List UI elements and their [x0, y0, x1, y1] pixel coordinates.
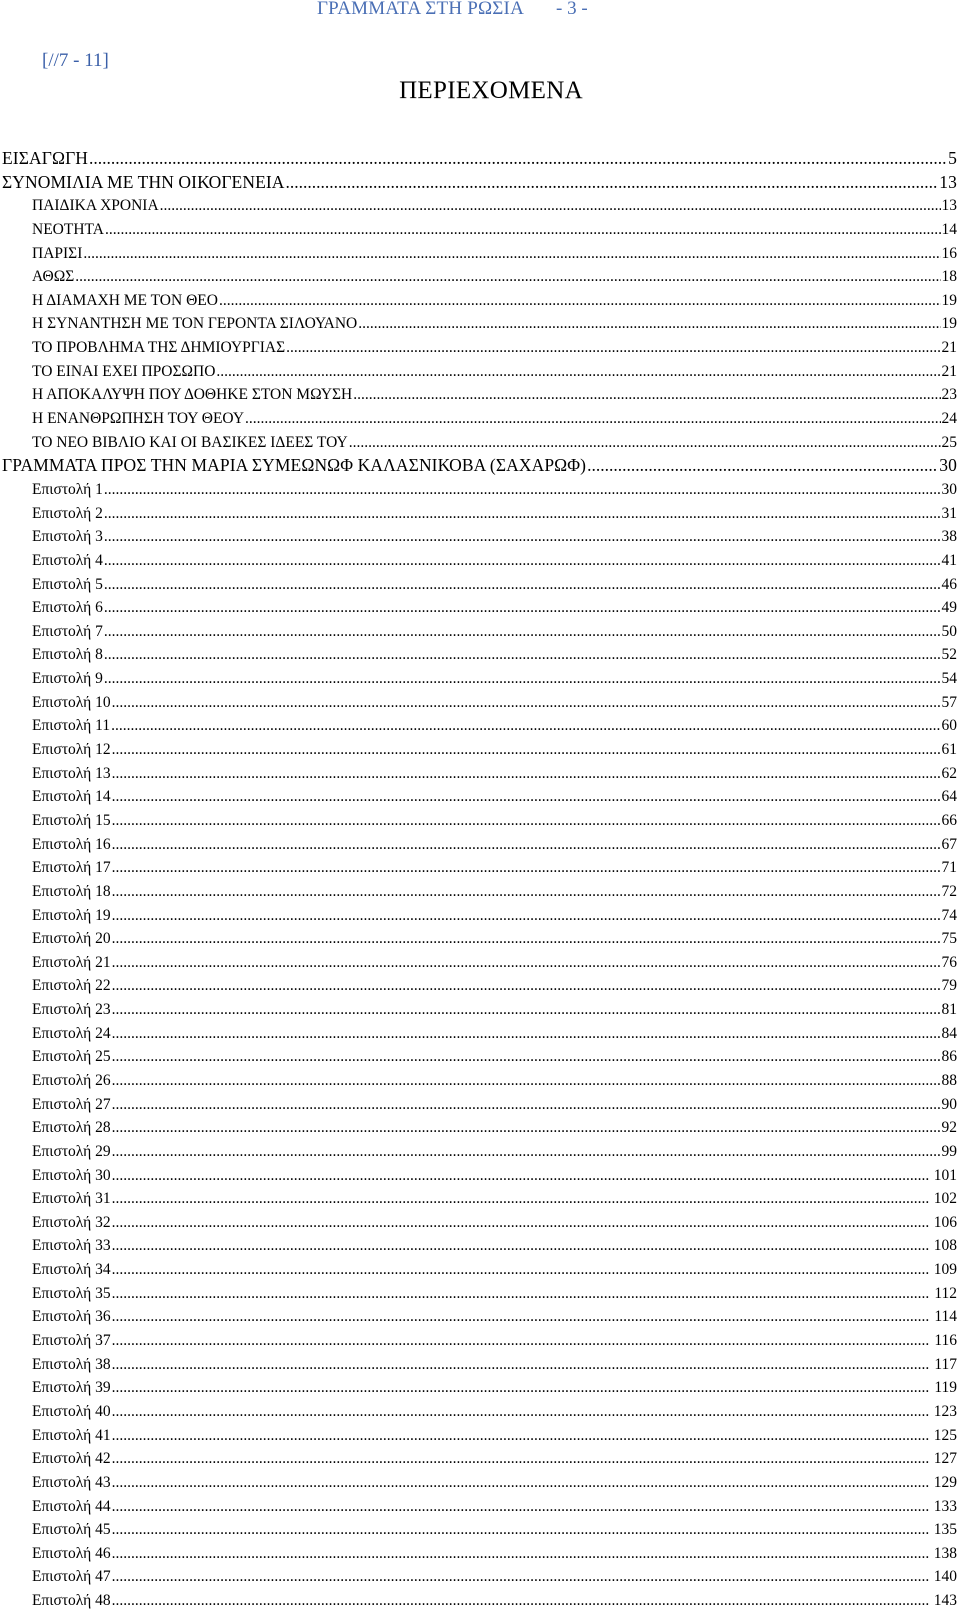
toc-leader-dots: [160, 194, 941, 218]
toc-entry-page-number: 19: [941, 315, 957, 333]
toc-leader-dots: [112, 1045, 941, 1069]
toc-entry[interactable]: [0, 1471, 960, 1495]
toc-entry-page-number: 117: [934, 1355, 957, 1373]
toc-leader-dots: [112, 1140, 941, 1164]
toc-entry[interactable]: [0, 856, 960, 880]
toc-entry-page-number: 84: [941, 1024, 957, 1042]
toc-entry[interactable]: [0, 265, 960, 289]
running-title: ΓΡΑΜΜΑΤΑ ΣΤΗ ΡΩΣΙΑ: [317, 0, 525, 19]
toc-entry[interactable]: [0, 1353, 960, 1377]
toc-entry-label: Επιστολή 45: [32, 1521, 111, 1539]
running-page-number: - 3 -: [556, 0, 588, 19]
toc-entry-page-number: 31: [941, 504, 957, 522]
toc-entry-label: Επιστολή 29: [32, 1142, 111, 1160]
toc-leader-dots: [104, 549, 941, 573]
toc-leader-dots: [112, 1424, 929, 1448]
toc-entry-label: Επιστολή 43: [32, 1473, 111, 1491]
toc-entry[interactable]: [0, 1495, 960, 1519]
toc-leader-dots: [112, 1069, 941, 1093]
toc-entry-page-number: 23: [941, 386, 957, 404]
toc-entry-page-number: 21: [941, 339, 957, 357]
toc-entry[interactable]: [0, 147, 960, 171]
toc-entry-label: Επιστολή 3: [32, 528, 103, 546]
toc-entry[interactable]: [0, 620, 960, 644]
toc-leader-dots: [112, 998, 941, 1022]
toc-entry[interactable]: [0, 360, 960, 384]
toc-entry[interactable]: [0, 691, 960, 715]
toc-entry[interactable]: [0, 1116, 960, 1140]
toc-entry-label: Επιστολή 10: [32, 693, 111, 711]
toc-entry-label: ΠΑΡΙΣΙ: [32, 244, 83, 262]
toc-entry-label: Επιστολή 25: [32, 1048, 111, 1066]
toc-leader-dots: [112, 1329, 930, 1353]
toc-entry-label: Επιστολή 2: [32, 504, 103, 522]
toc-entry-page-number: 138: [933, 1544, 957, 1562]
toc-entry-page-number: 92: [941, 1119, 957, 1137]
toc-entry-page-number: 101: [933, 1166, 957, 1184]
toc-entry[interactable]: [0, 1187, 960, 1211]
toc-leader-dots: [112, 1376, 930, 1400]
toc-leader-dots: [112, 1542, 929, 1566]
toc-leader-dots: [112, 1116, 941, 1140]
toc-leader-dots: [112, 856, 941, 880]
toc-leader-dots: [112, 1447, 929, 1471]
toc-entry-label: Επιστολή 37: [32, 1332, 111, 1350]
page-title: ΠΕΡΙΕΧΟΜΕΝΑ: [399, 77, 583, 104]
toc-leader-dots: [219, 289, 941, 313]
toc-entry-label: Επιστολή 9: [32, 670, 103, 688]
toc-entry-page-number: 72: [941, 882, 957, 900]
toc-entry-label: Η ΔΙΑΜΑΧΗ ΜΕ ΤΟΝ ΘΕΟ: [32, 291, 218, 309]
toc-entry-page-number: 54: [941, 670, 957, 688]
toc-leader-dots: [112, 785, 941, 809]
toc-entry-label: Επιστολή 8: [32, 646, 103, 664]
toc-entry-page-number: 24: [941, 410, 957, 428]
toc-entry-page-number: 106: [933, 1213, 957, 1231]
toc-entry-page-number: 108: [933, 1237, 957, 1255]
toc-leader-dots: [112, 1495, 929, 1519]
toc-entry-label: Επιστολή 19: [32, 906, 111, 924]
toc-entry-page-number: 127: [933, 1450, 957, 1468]
toc-entry-page-number: 13: [939, 171, 957, 192]
toc-entry[interactable]: [0, 431, 960, 455]
toc-entry[interactable]: [0, 927, 960, 951]
toc-entry[interactable]: [0, 1069, 960, 1093]
toc-entry-label: Επιστολή 11: [32, 717, 111, 735]
toc-entry[interactable]: [0, 1565, 960, 1589]
toc-entry-page-number: 123: [933, 1402, 957, 1420]
toc-entry-page-number: 81: [941, 1001, 957, 1019]
toc-entry[interactable]: [0, 242, 960, 266]
toc-entry-page-number: 57: [941, 693, 957, 711]
running-header: [0, 0, 960, 22]
toc-entry-page-number: 5: [948, 148, 957, 168]
toc-leader-dots: [112, 1471, 929, 1495]
toc-leader-dots: [286, 336, 940, 360]
toc-entry-label: Η ΣΥΝΑΝΤΗΣΗ ΜΕ ΤΟΝ ΓΕΡΟΝΤΑ ΣΙΛΟΥΑΝΟ: [32, 315, 358, 333]
toc-entry-label: Επιστολή 15: [32, 811, 111, 829]
toc-entry-page-number: 76: [941, 953, 957, 971]
toc-entry-page-number: 52: [941, 646, 957, 664]
toc-entry-label: ΤΟ ΕΙΝΑΙ ΕΧΕΙ ΠΡΟΣΩΠΟ: [32, 362, 216, 380]
toc-entry[interactable]: [0, 714, 960, 738]
toc-entry-page-number: 125: [933, 1426, 957, 1444]
toc-entry-label: Η ΕΝΑΝΘΡΩΠΗΣΗ ΤΟΥ ΘΕΟΥ: [32, 410, 245, 428]
toc-entry[interactable]: [0, 1329, 960, 1353]
toc-entry[interactable]: [0, 974, 960, 998]
toc-entry-page-number: 119: [934, 1379, 957, 1397]
toc-entry-page-number: 16: [941, 244, 957, 262]
toc-entry-page-number: 102: [933, 1190, 957, 1208]
toc-entry-page-number: 60: [941, 717, 957, 735]
toc-entry-label: ΣΥΝΟΜΙΛΙΑ ΜΕ ΤΗΝ ΟΙΚΟΓΕΝΕΙΑ: [2, 171, 285, 192]
toc-leader-dots: [83, 242, 940, 266]
toc-entry-page-number: 38: [941, 528, 957, 546]
toc-leader-dots: [112, 1022, 941, 1046]
toc-entry[interactable]: [0, 1376, 960, 1400]
toc-entry[interactable]: [0, 289, 960, 313]
toc-entry[interactable]: [0, 1305, 960, 1329]
toc-leader-dots: [104, 643, 941, 667]
toc-entry-label: Επιστολή 16: [32, 835, 111, 853]
toc-entry[interactable]: [0, 502, 960, 526]
toc-entry[interactable]: [0, 478, 960, 502]
toc-entry-label: ΑΘΩΣ: [32, 268, 75, 286]
toc-entry-page-number: 30: [939, 455, 957, 476]
toc-entry[interactable]: [0, 525, 960, 549]
toc-entry-page-number: 135: [933, 1521, 957, 1539]
toc-entry-page-number: 90: [941, 1095, 957, 1113]
toc-leader-dots: [112, 1258, 929, 1282]
toc-entry[interactable]: [0, 998, 960, 1022]
toc-entry-label: Επιστολή 42: [32, 1450, 111, 1468]
toc-leader-dots: [112, 1187, 929, 1211]
toc-leader-dots: [112, 1234, 929, 1258]
toc-leader-dots: [112, 1305, 930, 1329]
toc-entry[interactable]: [0, 336, 960, 360]
toc-entry-label: ΕΙΣΑΓΩΓΗ: [2, 148, 89, 168]
toc-entry-label: Επιστολή 38: [32, 1355, 111, 1373]
toc-entry-label: Επιστολή 5: [32, 575, 103, 593]
toc-leader-dots: [104, 596, 941, 620]
toc-entry-label: Επιστολή 22: [32, 977, 111, 995]
toc-entry-page-number: 41: [941, 551, 957, 569]
toc-leader-dots: [112, 927, 941, 951]
toc-entry[interactable]: [0, 383, 960, 407]
toc-entry[interactable]: [0, 1518, 960, 1542]
toc-entry-label: Η ΑΠΟΚΑΛΥΨΗ ΠΟΥ ΔΟΘΗΚΕ ΣΤΟΝ ΜΩΥΣΗ: [32, 386, 353, 404]
toc-entry-page-number: 14: [941, 220, 957, 238]
toc-entry-label: Επιστολή 47: [32, 1568, 111, 1586]
toc-entry-label: Επιστολή 36: [32, 1308, 111, 1326]
toc-entry[interactable]: [0, 880, 960, 904]
toc-entry-label: Επιστολή 23: [32, 1001, 111, 1019]
toc-entry-label: Επιστολή 44: [32, 1497, 111, 1515]
toc-entry[interactable]: [0, 1447, 960, 1471]
toc-entry-page-number: 62: [941, 764, 957, 782]
toc-entry-page-number: 112: [934, 1284, 957, 1302]
toc-entry-page-number: 67: [941, 835, 957, 853]
toc-leader-dots: [349, 431, 941, 455]
toc-entry-label: Επιστολή 18: [32, 882, 111, 900]
toc-leader-dots: [112, 1400, 929, 1424]
toc-entry-label: Επιστολή 30: [32, 1166, 111, 1184]
toc-entry[interactable]: [0, 1211, 960, 1235]
toc-entry-page-number: 114: [934, 1308, 957, 1326]
toc-entry-label: Επιστολή 32: [32, 1213, 111, 1231]
toc-leader-dots: [89, 147, 947, 171]
toc-leader-dots: [112, 974, 941, 998]
toc-entry-page-number: 133: [933, 1497, 957, 1515]
toc-entry-label: Επιστολή 26: [32, 1071, 111, 1089]
toc-entry-page-number: 140: [933, 1568, 957, 1586]
toc-entry[interactable]: [0, 549, 960, 573]
toc-entry-label: Επιστολή 34: [32, 1261, 111, 1279]
toc-entry[interactable]: [0, 1022, 960, 1046]
toc-entry-page-number: 46: [941, 575, 957, 593]
toc-entry-page-number: 75: [941, 930, 957, 948]
toc-entry-label: Επιστολή 31: [32, 1190, 111, 1208]
toc-entry[interactable]: [0, 833, 960, 857]
toc-leader-dots: [112, 809, 941, 833]
toc-leader-dots: [104, 667, 941, 691]
toc-leader-dots: [112, 1211, 929, 1235]
toc-entry-label: ΤΟ ΠΡΟΒΛΗΜΑ ΤΗΣ ΔΗΜΙΟΥΡΓΙΑΣ: [32, 339, 286, 357]
toc-entry-label: Επιστολή 27: [32, 1095, 111, 1113]
toc-leader-dots: [104, 573, 941, 597]
toc-entry[interactable]: [0, 904, 960, 928]
toc-entry-label: Επιστολή 4: [32, 551, 103, 569]
toc-leader-dots: [112, 904, 941, 928]
toc-entry-label: Επιστολή 6: [32, 599, 103, 617]
toc-entry[interactable]: [0, 194, 960, 218]
toc-entry-page-number: 143: [933, 1592, 957, 1610]
toc-leader-dots: [104, 478, 941, 502]
toc-entry-label: Επιστολή 28: [32, 1119, 111, 1137]
toc-leader-dots: [112, 833, 941, 857]
toc-leader-dots: [112, 951, 941, 975]
toc-entry-page-number: 116: [934, 1332, 957, 1350]
toc-entry-page-number: 74: [941, 906, 957, 924]
toc-entry-label: Επιστολή 33: [32, 1237, 111, 1255]
toc-entry[interactable]: [0, 738, 960, 762]
toc-leader-dots: [112, 1164, 929, 1188]
toc-leader-dots: [112, 1353, 930, 1377]
toc-leader-dots: [111, 714, 940, 738]
toc-leader-dots: [112, 1518, 929, 1542]
toc-leader-dots: [112, 1093, 941, 1117]
toc-leader-dots: [112, 691, 941, 715]
toc-leader-dots: [358, 312, 940, 336]
toc-leader-dots: [587, 454, 938, 478]
toc-entry-label: Επιστολή 14: [32, 788, 111, 806]
toc-entry-page-number: 99: [941, 1142, 957, 1160]
toc-entry-label: ΠΑΙΔΙΚΑ ΧΡΟΝΙΑ: [32, 197, 159, 215]
toc-entry[interactable]: [0, 171, 960, 195]
toc-leader-dots: [104, 502, 941, 526]
toc-entry[interactable]: [0, 407, 960, 431]
toc-entry-label: ΝΕΟΤΗΤΑ: [32, 220, 104, 238]
toc-entry-page-number: 61: [941, 741, 957, 759]
toc-entry[interactable]: [0, 1400, 960, 1424]
toc-entry[interactable]: [0, 762, 960, 786]
toc-entry-page-number: 21: [941, 362, 957, 380]
toc-leader-dots: [112, 1565, 929, 1589]
toc-entry[interactable]: [0, 1093, 960, 1117]
toc-entry[interactable]: [0, 218, 960, 242]
toc-leader-dots: [112, 762, 941, 786]
toc-entry[interactable]: [0, 1234, 960, 1258]
toc-entry-label: Επιστολή 48: [32, 1592, 111, 1610]
page-reference: [//7 - 11]: [42, 50, 109, 71]
toc-entry-label: Επιστολή 12: [32, 741, 111, 759]
toc-entry[interactable]: [0, 312, 960, 336]
toc-entry-label: ΤΟ ΝΕΟ ΒΙΒΛΙΟ ΚΑΙ ΟΙ ΒΑΣΙΚΕΣ ΙΔΕΕΣ ΤΟΥ: [32, 433, 348, 451]
toc-leader-dots: [216, 360, 940, 384]
toc-entry[interactable]: [0, 1164, 960, 1188]
toc-entry-page-number: 79: [941, 977, 957, 995]
toc-leader-dots: [105, 218, 941, 242]
toc-entry[interactable]: [0, 1424, 960, 1448]
toc-entry-page-number: 109: [933, 1261, 957, 1279]
toc-entry-label: Επιστολή 24: [32, 1024, 111, 1042]
toc-entry-page-number: 49: [941, 599, 957, 617]
toc-entry[interactable]: [0, 596, 960, 620]
toc-entry-label: Επιστολή 17: [32, 859, 111, 877]
toc-entry-page-number: 129: [933, 1473, 957, 1491]
toc-entry-page-number: 71: [941, 859, 957, 877]
toc-leader-dots: [104, 525, 941, 549]
toc-leader-dots: [112, 1282, 930, 1306]
toc-entry[interactable]: [0, 454, 960, 478]
toc-entry[interactable]: [0, 1542, 960, 1566]
toc-entry-label: ΓΡΑΜΜΑΤΑ ΠΡΟΣ ΤΗΝ ΜΑΡΙΑ ΣΥΜΕΩΝΩΦ ΚΑΛΑΣΝΙΚΟΒΑ (ΣΑΧΑΡΩΦ): [2, 455, 587, 476]
toc-entry-page-number: 18: [941, 268, 957, 286]
toc-entry-label: Επιστολή 20: [32, 930, 111, 948]
toc-leader-dots: [112, 738, 941, 762]
toc-entry[interactable]: [0, 573, 960, 597]
toc-entry[interactable]: [0, 667, 960, 691]
toc-entry-page-number: 19: [941, 291, 957, 309]
toc-entry-label: Επιστολή 39: [32, 1379, 111, 1397]
toc-entry-page-number: 13: [941, 197, 957, 215]
toc-entry[interactable]: [0, 809, 960, 833]
toc-entry[interactable]: [0, 1140, 960, 1164]
toc-leader-dots: [112, 1589, 929, 1613]
toc-leader-dots: [112, 880, 941, 904]
toc-leader-dots: [286, 171, 939, 195]
toc-entry-label: Επιστολή 41: [32, 1426, 111, 1444]
toc-entry[interactable]: [0, 1258, 960, 1282]
toc-entry[interactable]: [0, 951, 960, 975]
toc-entry-page-number: 25: [941, 433, 957, 451]
toc-entry[interactable]: [0, 1045, 960, 1069]
toc-entry[interactable]: [0, 643, 960, 667]
toc-entry-page-number: 64: [941, 788, 957, 806]
toc-entry[interactable]: [0, 785, 960, 809]
toc-entry-label: Επιστολή 21: [32, 953, 111, 971]
toc-entry-page-number: 86: [941, 1048, 957, 1066]
toc-entry-label: Επιστολή 46: [32, 1544, 111, 1562]
toc-leader-dots: [75, 265, 940, 289]
toc-entry-label: Επιστολή 35: [32, 1284, 111, 1302]
toc-entry-label: Επιστολή 1: [32, 480, 103, 498]
toc-entry[interactable]: [0, 1282, 960, 1306]
toc-leader-dots: [353, 383, 940, 407]
toc-entry-page-number: 50: [941, 622, 957, 640]
toc-entry-label: Επιστολή 13: [32, 764, 111, 782]
toc-entry-label: Επιστολή 40: [32, 1402, 111, 1420]
table-of-contents: [0, 147, 960, 1613]
toc-entry-label: Επιστολή 7: [32, 622, 103, 640]
toc-leader-dots: [104, 620, 941, 644]
toc-leader-dots: [245, 407, 940, 431]
toc-entry-page-number: 88: [941, 1071, 957, 1089]
toc-entry-page-number: 30: [941, 480, 957, 498]
toc-entry[interactable]: [0, 1589, 960, 1613]
toc-entry-page-number: 66: [941, 811, 957, 829]
